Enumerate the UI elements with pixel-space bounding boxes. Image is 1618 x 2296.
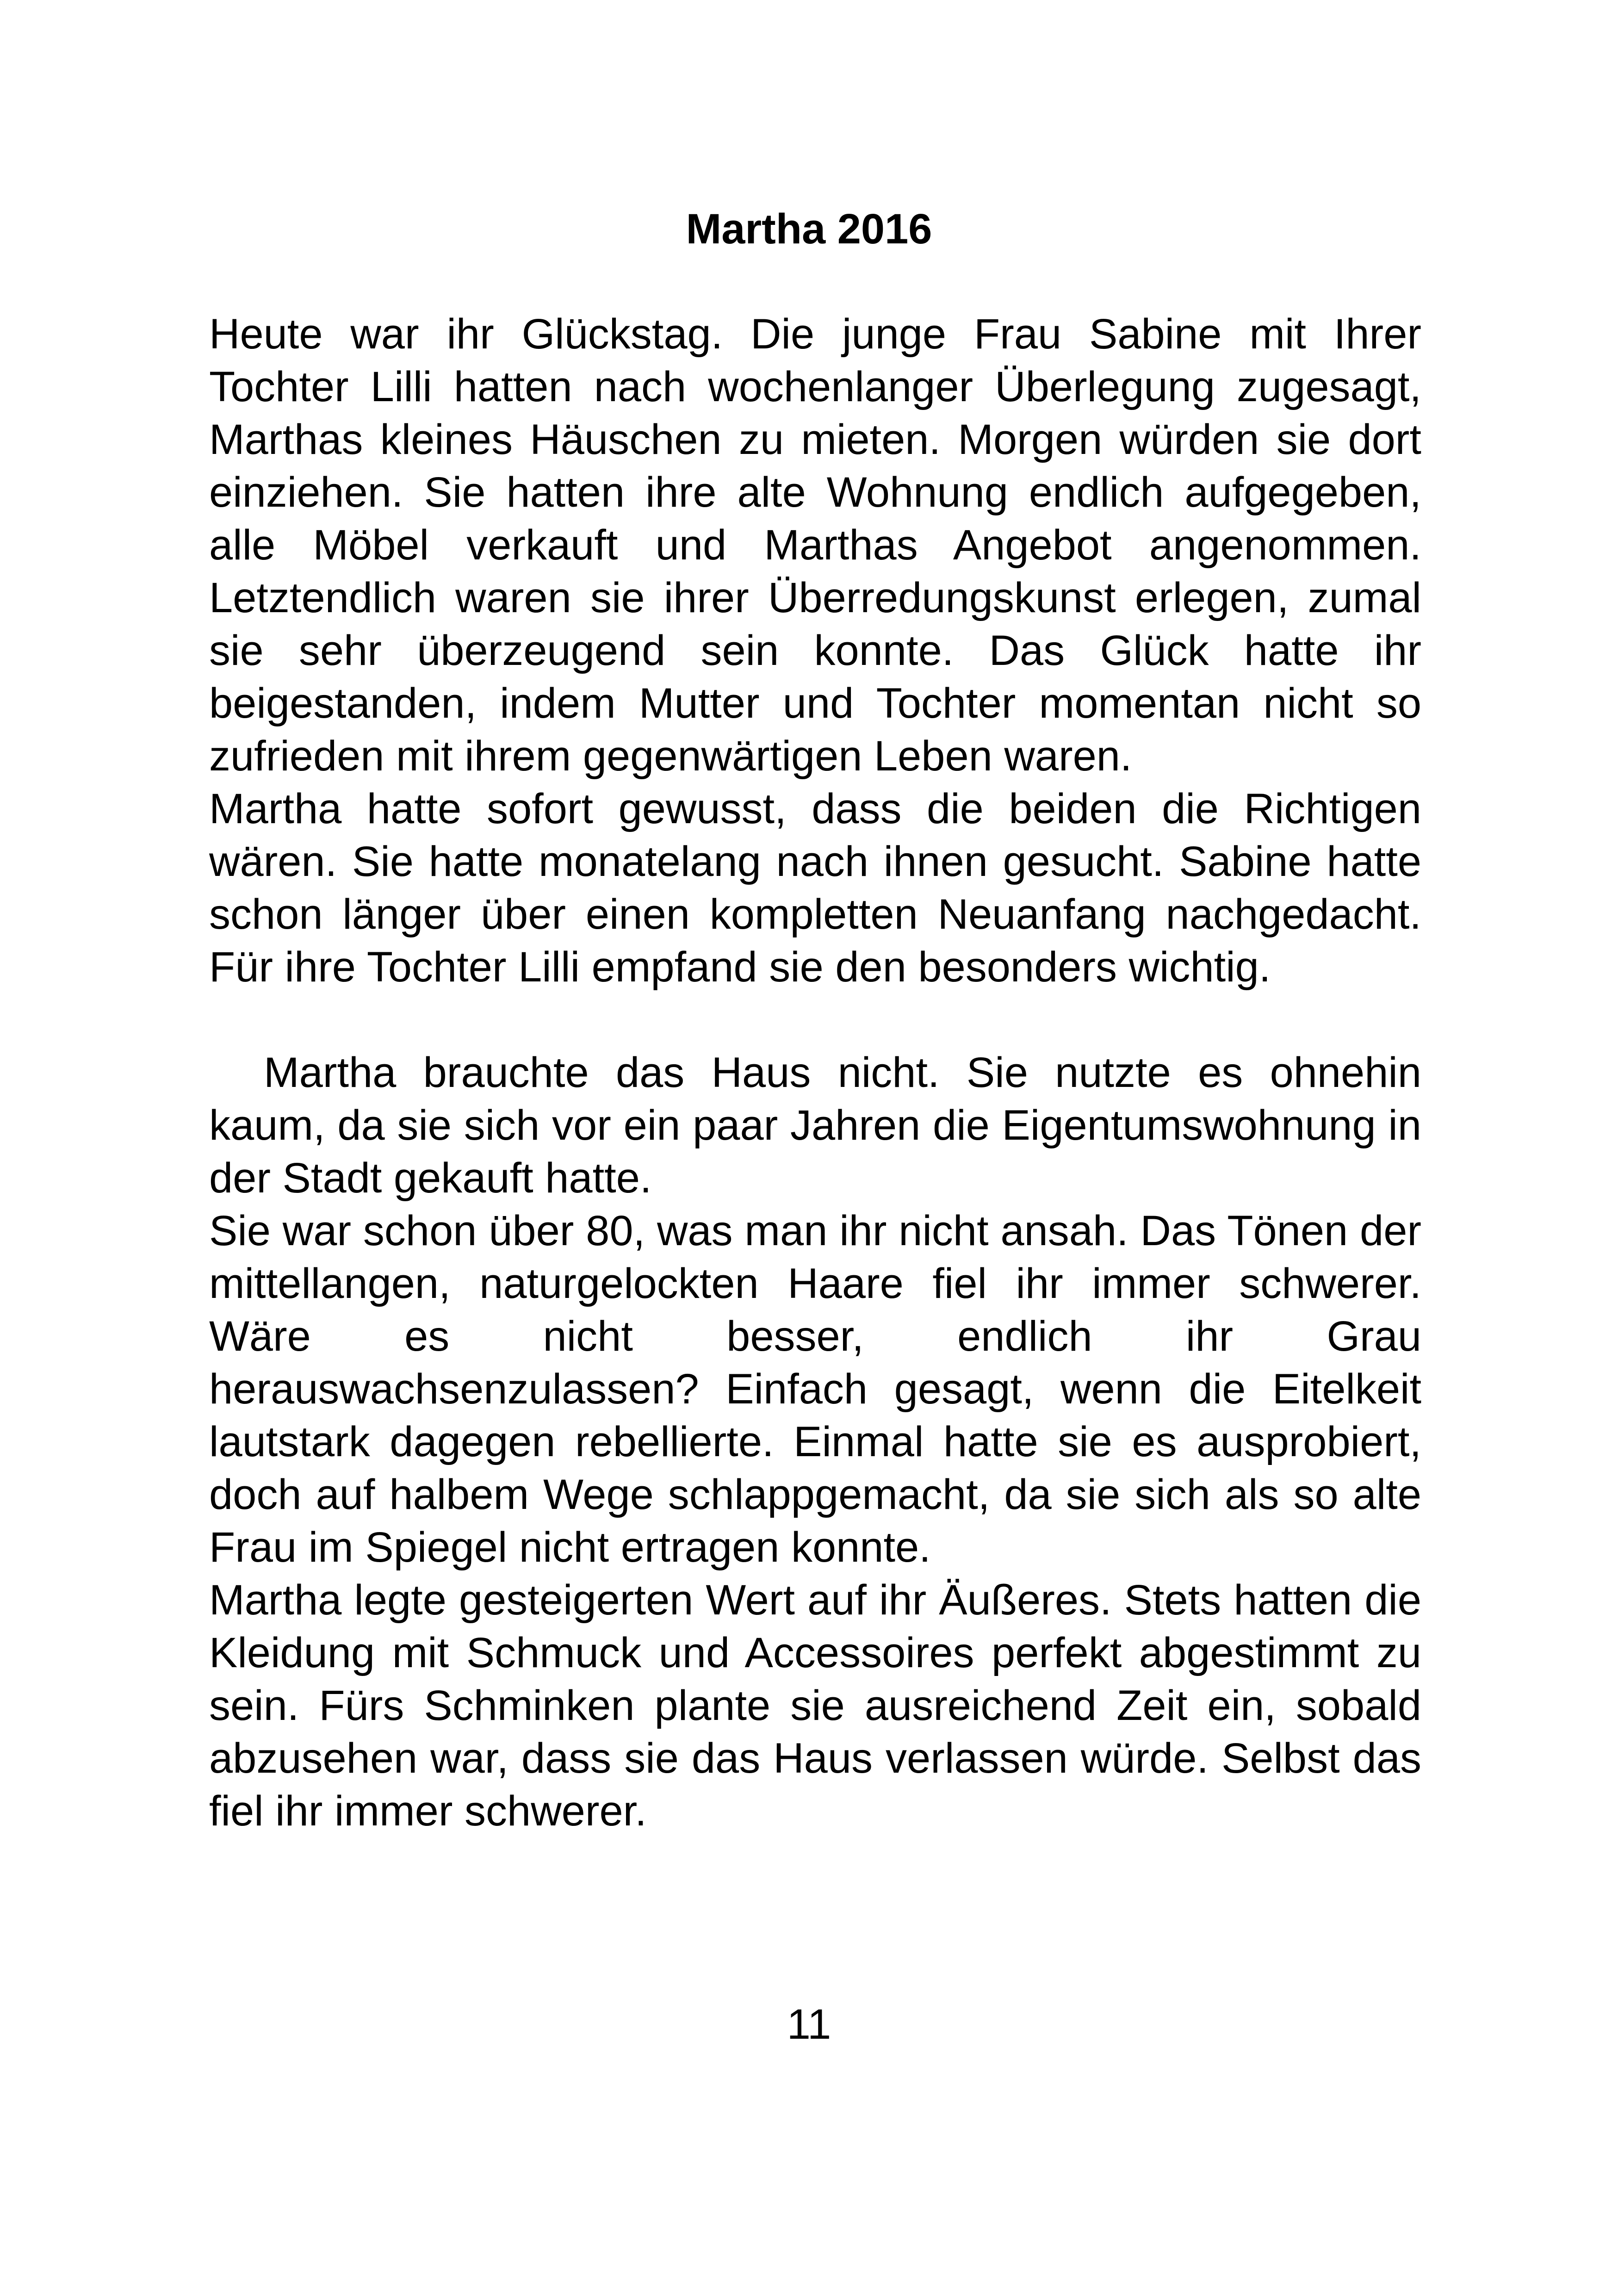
paragraph-5: Martha legte gesteigerten Wert auf ihr Äußeres. Stets hatten die Kleidung mit Schmuck und Accessoires perfekt abgestimmt zu sein. Fürs Schminken plante sie ausreichend Zeit ein, sobald abzusehen war, dass sie das Haus verlassen würde. Selbst das fiel ihr immer schwerer. <box>209 1576 1421 1835</box>
paragraph-4: Sie war schon über 80, was man ihr nicht ansah. Das Tönen der mittellangen, naturgelockten Haare fiel ihr immer schwerer. Wäre es nicht besser, endlich ihr Grau herauswachsenzulassen? Einfach gesagt, wenn die Eitelkeit lautstark dagegen rebellierte. Einmal hatte sie es ausprobiert, doch auf halbem Wege schlappgemacht, da sie sich als so alte Frau im Spiegel nicht ertragen konnte. <box>209 1207 1421 1571</box>
body-text <box>209 308 1421 1837</box>
paragraph-3: Martha brauchte das Haus nicht. Sie nutzte es ohnehin kaum, da sie sich vor ein paar Jahren die Eigentumswohnung in der Stadt gekauft hatte. <box>209 1049 1421 1202</box>
paragraph-gap <box>209 993 1421 1046</box>
page-number: 11 <box>787 2001 831 2048</box>
paragraph-2: Martha hatte sofort gewusst, dass die beiden die Richtigen wären. Sie hatte monatelang nach ihnen gesucht. Sabine hatte schon länger über einen kompletten Neuanfang nachgedacht. Für ihre Tochter Lilli empfand sie den besonders wichtig. <box>209 785 1421 991</box>
paragraph-1: Heute war ihr Glückstag. Die junge Frau Sabine mit Ihrer Tochter Lilli hatten nach wochenlanger Überlegung zugesagt, Marthas kleines Häuschen zu mieten. Morgen würden sie dort einziehen. Sie hatten ihre alte Wohnung endlich aufgegeben, alle Möbel verkauft und Marthas Angebot angenommen. Letztendlich waren sie ihrer Überredungskunst erlegen, zumal sie sehr überzeugend sein konnte. Das Glück hatte ihr beigestanden, indem Mutter und Tochter momentan nicht so zufrieden mit ihrem gegenwärtigen Leben waren. <box>209 310 1421 780</box>
chapter-title: Martha 2016 <box>686 205 932 253</box>
